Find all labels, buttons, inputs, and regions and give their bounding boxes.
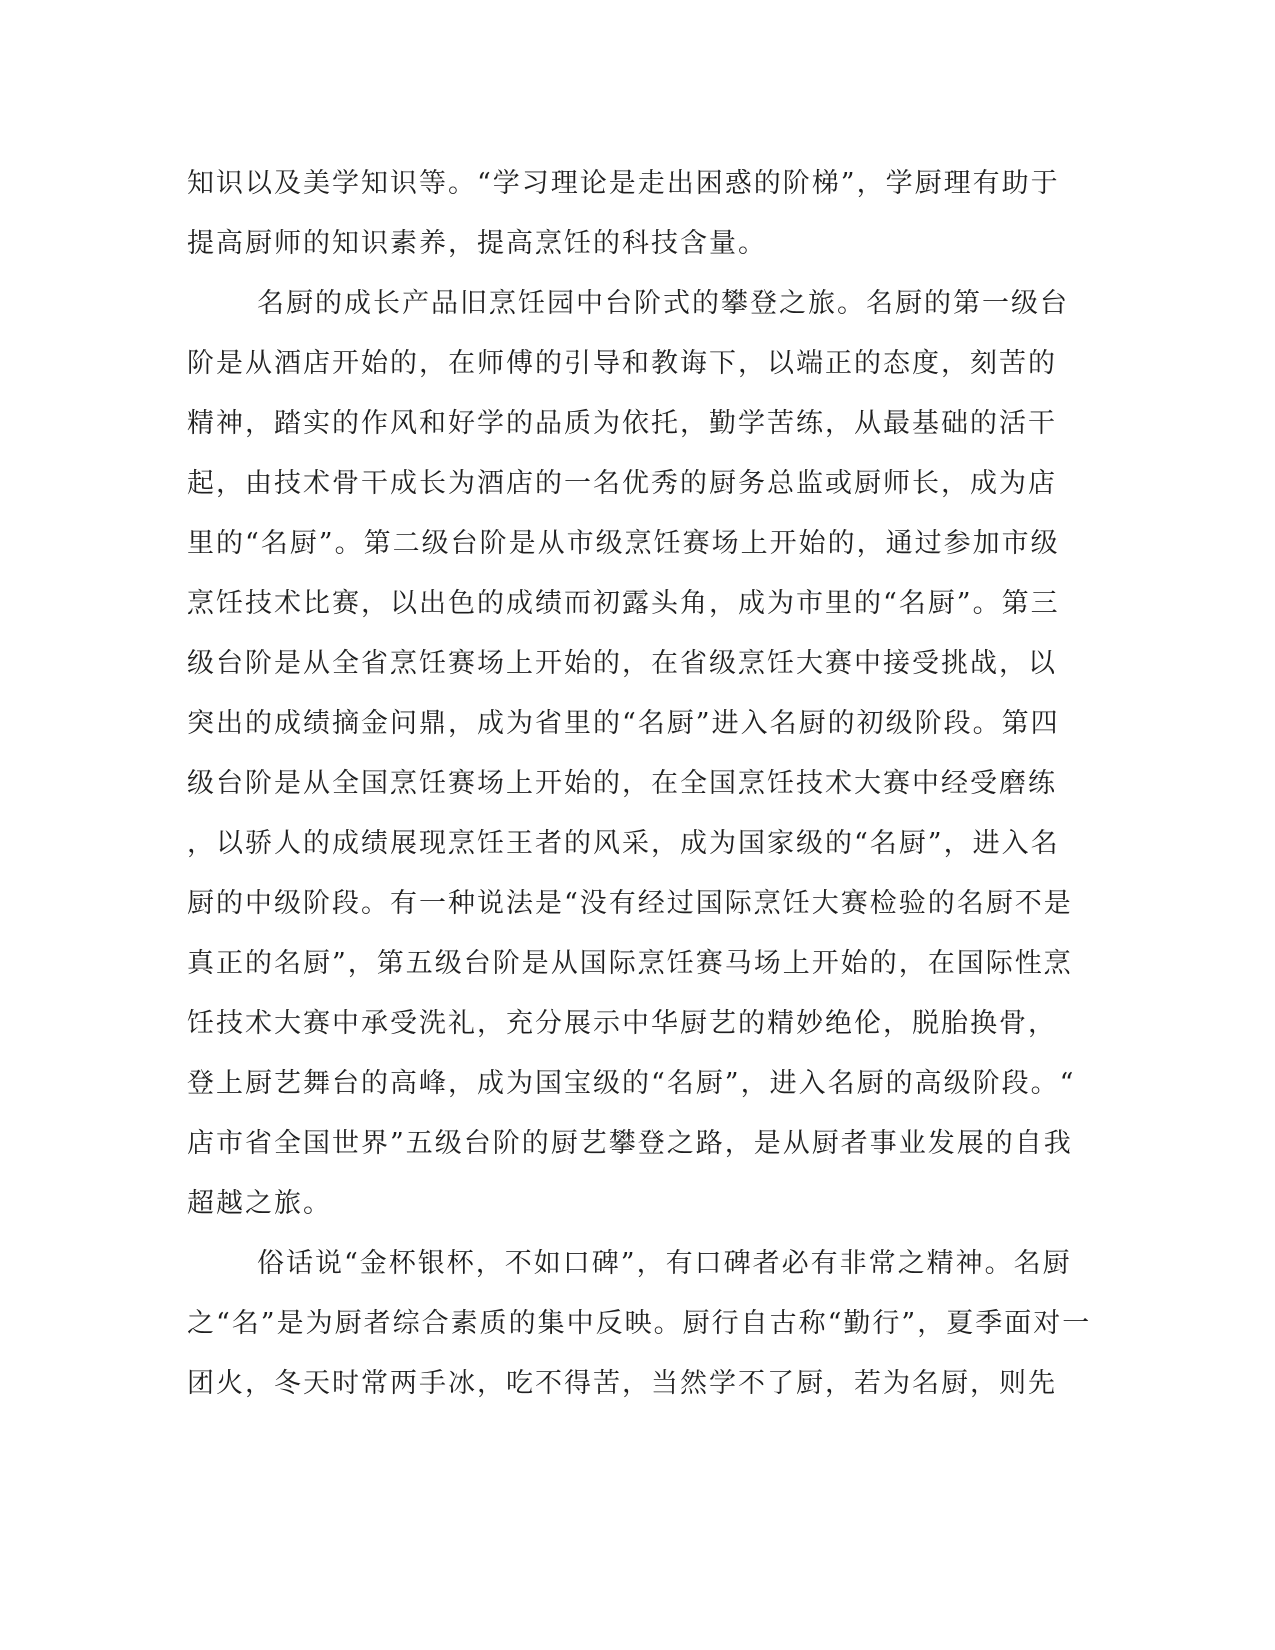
text-line: 厨的中级阶段。有一种说法是“没有经过国际烹饪大赛检验的名厨不是 bbox=[187, 888, 1073, 919]
text-line: 烹饪技术比赛，以出色的成绩而初露头角，成为市里的“名厨”。第三 bbox=[187, 588, 1060, 619]
body-text bbox=[187, 154, 1092, 1414]
text-line: 登上厨艺舞台的高峰，成为国宝级的“名厨”，进入名厨的高级阶段。“ bbox=[187, 1068, 1076, 1099]
text-line: 级台阶是从全省烹饪赛场上开始的，在省级烹饪大赛中接受挑战，以 bbox=[187, 648, 1057, 679]
text-line: 阶是从酒店开始的，在师傅的引导和教诲下，以端正的态度，刻苦的 bbox=[187, 348, 1057, 379]
text-line: ，以骄人的成绩展现烹饪王者的风采，成为国家级的“名厨”，进入名 bbox=[187, 828, 1060, 859]
text-line: 真正的名厨”，第五级台阶是从国际烹饪赛马场上开始的，在国际性烹 bbox=[187, 948, 1073, 979]
text-line: 超越之旅。 bbox=[187, 1188, 332, 1219]
text-line: 提高厨师的知识素养，提高烹饪的科技含量。 bbox=[187, 228, 767, 259]
paragraph-start-line: 名厨的成长产品旧烹饪园中台阶式的攀登之旅。名厨的第一级台 bbox=[257, 288, 1069, 319]
text-line: 团火，冬天时常两手冰，吃不得苦，当然学不了厨，若为名厨，则先 bbox=[187, 1368, 1057, 1399]
text-line: 级台阶是从全国烹饪赛场上开始的，在全国烹饪技术大赛中经受磨练 bbox=[187, 768, 1057, 799]
text-line: 起，由技术骨干成长为酒店的一名优秀的厨务总监或厨师长，成为店 bbox=[187, 468, 1057, 499]
paragraph-start-line: 俗话说“金杯银杯，不如口碑”，有口碑者必有非常之精神。名厨 bbox=[257, 1248, 1072, 1279]
text-line: 突出的成绩摘金问鼎，成为省里的“名厨”进入名厨的初级阶段。第四 bbox=[187, 708, 1060, 739]
text-line: 里的“名厨”。第二级台阶是从市级烹饪赛场上开始的，通过参加市级 bbox=[187, 528, 1060, 559]
text-line: 之“名”是为厨者综合素质的集中反映。厨行自古称“勤行”，夏季面对一 bbox=[187, 1308, 1092, 1339]
text-line: 店市省全国世界”五级台阶的厨艺攀登之路，是从厨者事业发展的自我 bbox=[187, 1128, 1073, 1159]
text-line: 饪技术大赛中承受洗礼，充分展示中华厨艺的精妙绝伦，脱胎换骨， bbox=[187, 1008, 1057, 1039]
text-line: 精神，踏实的作风和好学的品质为依托，勤学苦练，从最基础的活干 bbox=[187, 408, 1057, 439]
text-line: 知识以及美学知识等。“学习理论是走出困惑的阶梯”，学厨理有助于 bbox=[187, 168, 1060, 199]
